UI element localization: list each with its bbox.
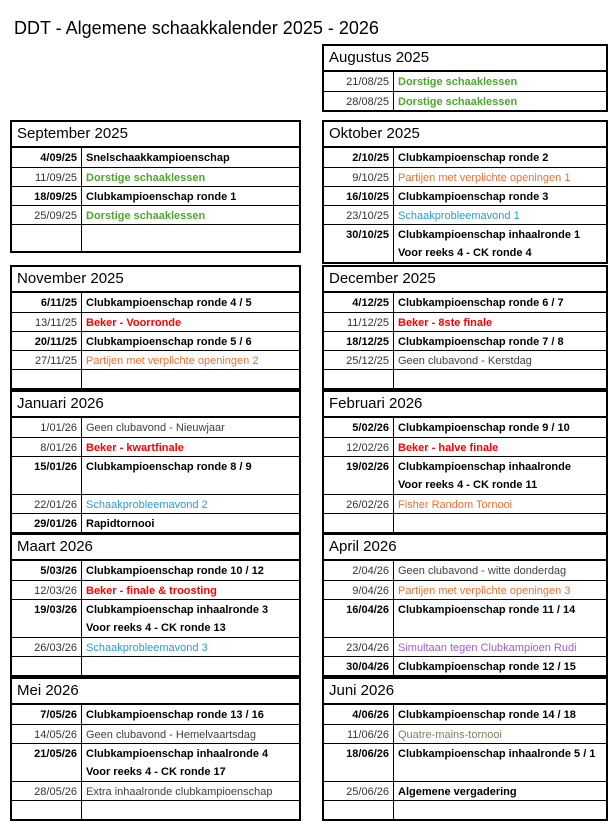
- calendar-row: [324, 743, 606, 781]
- calendar-row: [12, 167, 299, 186]
- calendar-row: [12, 148, 299, 167]
- calendar-row: [12, 513, 299, 532]
- event-cell: [394, 225, 606, 262]
- calendar-row: [324, 513, 606, 532]
- calendar-row: [12, 186, 299, 205]
- calendar-row: [324, 800, 606, 819]
- calendar-row: [324, 599, 606, 637]
- event-label-line2: Voor reeks 4 - CK ronde 4: [398, 247, 532, 259]
- calendar-row: [12, 599, 299, 637]
- event-label: Beker - finale & troosting: [86, 585, 217, 597]
- event-label: Beker - halve finale: [398, 442, 499, 454]
- event-label: Extra inhaalronde clubkampioenschap: [86, 786, 273, 798]
- event-date: 18/09/25: [12, 187, 82, 205]
- month-rows: [12, 293, 299, 388]
- event-label: Partijen met verplichte openingen 2: [86, 355, 259, 367]
- event-date: 9/10/25: [324, 168, 394, 186]
- month-table: [322, 120, 608, 264]
- calendar-row: [12, 456, 299, 494]
- event-cell: [82, 801, 299, 819]
- event-cell: [394, 293, 606, 312]
- calendar-row: [12, 418, 299, 437]
- calendar-row: [12, 312, 299, 331]
- calendar-row: [12, 205, 299, 224]
- event-cell: [394, 801, 606, 819]
- event-cell: [394, 187, 606, 205]
- event-cell: [394, 725, 606, 743]
- event-date: 2/04/26: [324, 561, 394, 580]
- event-label: Clubkampioenschap ronde 8 / 9: [86, 461, 252, 473]
- event-cell: [82, 168, 299, 186]
- calendar-row: [324, 561, 606, 580]
- event-label: Clubkampioenschap ronde 9 / 10: [398, 422, 570, 434]
- event-date: 13/11/25: [12, 313, 82, 331]
- calendar-row: [12, 561, 299, 580]
- event-label: Schaakprobleemavond 1: [398, 210, 520, 222]
- event-date: 23/04/26: [324, 638, 394, 656]
- month-title: December 2025: [324, 267, 606, 293]
- event-date: 20/11/25: [12, 332, 82, 350]
- event-date: 19/03/26: [12, 600, 82, 637]
- event-date: 25/06/26: [324, 782, 394, 800]
- month-title: April 2026: [324, 535, 606, 561]
- event-label: Dorstige schaaklessen: [398, 76, 518, 88]
- month-title: September 2025: [12, 122, 299, 148]
- calendar-row: [324, 580, 606, 599]
- event-cell: [82, 332, 299, 350]
- event-date: 18/12/25: [324, 332, 394, 350]
- event-date: 4/12/25: [324, 293, 394, 312]
- event-cell: [82, 225, 299, 251]
- event-date: 30/10/25: [324, 225, 394, 262]
- event-label: Dorstige schaaklessen: [86, 172, 206, 184]
- event-label: Partijen met verplichte openingen 3: [398, 585, 571, 597]
- calendar-row: [324, 186, 606, 205]
- month-table: [322, 390, 608, 534]
- event-cell: [394, 657, 606, 675]
- event-label-line2: Voor reeks 4 - CK ronde 17: [86, 766, 226, 778]
- event-label: Geen clubavond - Kerstdag: [398, 355, 532, 367]
- event-label: Clubkampioenschap inhaalronde: [398, 461, 571, 473]
- calendar-row: [324, 293, 606, 312]
- event-cell: [82, 370, 299, 388]
- event-label: Clubkampioenschap ronde 12 / 15: [398, 661, 576, 673]
- calendar-row: [324, 167, 606, 186]
- calendar-row: [12, 637, 299, 656]
- month-table: [322, 533, 608, 677]
- event-date: 16/04/26: [324, 600, 394, 637]
- event-cell: [394, 457, 606, 494]
- event-date: 4/09/25: [12, 148, 82, 167]
- month-rows: [324, 561, 606, 675]
- event-label: Fisher Random Tornooi: [398, 499, 513, 511]
- event-date: 30/04/26: [324, 657, 394, 675]
- calendar-row: [12, 705, 299, 724]
- event-cell: [394, 92, 606, 110]
- event-date: [324, 370, 394, 388]
- event-label: Clubkampioenschap inhaalronde 3: [86, 604, 269, 616]
- event-cell: [82, 561, 299, 580]
- month-rows: [12, 418, 299, 532]
- month-table: [322, 44, 608, 112]
- month-title: Oktober 2025: [324, 122, 606, 148]
- event-date: 8/01/26: [12, 438, 82, 456]
- event-cell: [82, 581, 299, 599]
- event-label: Clubkampioenschap inhaalronde 1: [398, 229, 581, 241]
- calendar-row: [324, 456, 606, 494]
- event-cell: [82, 351, 299, 369]
- calendar-row: [324, 781, 606, 800]
- event-label: Schaakprobleemavond 3: [86, 642, 208, 654]
- calendar-row: [324, 637, 606, 656]
- event-date: 23/10/25: [324, 206, 394, 224]
- event-date: 1/01/26: [12, 418, 82, 437]
- event-cell: [394, 370, 606, 388]
- calendar-row: [12, 656, 299, 675]
- event-cell: [82, 457, 299, 494]
- event-cell: [394, 782, 606, 800]
- event-label-line2: Voor reeks 4 - CK ronde 13: [86, 622, 226, 634]
- event-cell: [82, 705, 299, 724]
- event-date: 12/03/26: [12, 581, 82, 599]
- event-date: [12, 370, 82, 388]
- month-rows: [12, 705, 299, 819]
- calendar-row: [324, 350, 606, 369]
- calendar-row: [12, 724, 299, 743]
- event-date: 19/02/26: [324, 457, 394, 494]
- calendar-row: [12, 331, 299, 350]
- event-date: 9/04/26: [324, 581, 394, 599]
- event-date: 21/08/25: [324, 72, 394, 91]
- event-date: 25/09/25: [12, 206, 82, 224]
- month-rows: [324, 293, 606, 388]
- event-date: 4/06/26: [324, 705, 394, 724]
- event-date: 14/05/26: [12, 725, 82, 743]
- calendar-row: [324, 312, 606, 331]
- event-cell: [82, 418, 299, 437]
- event-label: Clubkampioenschap ronde 13 / 16: [86, 709, 264, 721]
- month-title: Augustus 2025: [324, 46, 606, 72]
- event-label: Geen clubavond - witte donderdag: [398, 565, 567, 577]
- event-label: Partijen met verplichte openingen 1: [398, 172, 571, 184]
- event-label: Geen clubavond - Nieuwjaar: [86, 422, 225, 434]
- event-label: Beker - Voorronde: [86, 317, 182, 329]
- month-title: Januari 2026: [12, 392, 299, 418]
- event-date: 28/05/26: [12, 782, 82, 800]
- month-table: [10, 677, 301, 821]
- event-cell: [82, 148, 299, 167]
- event-label: Algemene vergadering: [398, 786, 517, 798]
- event-cell: [82, 187, 299, 205]
- month-rows: [324, 418, 606, 532]
- month-table: [322, 677, 608, 821]
- calendar-row: [12, 293, 299, 312]
- calendar-row: [324, 705, 606, 724]
- calendar-row: [324, 437, 606, 456]
- calendar-row: [324, 724, 606, 743]
- event-label: Rapidtornooi: [86, 518, 155, 530]
- calendar-row: [12, 781, 299, 800]
- event-date: 28/08/25: [324, 92, 394, 110]
- calendar-row: [324, 72, 606, 91]
- month-rows: [12, 561, 299, 675]
- calendar-row: [324, 91, 606, 110]
- month-title: Maart 2026: [12, 535, 299, 561]
- calendar-row: [324, 148, 606, 167]
- event-label-line2: Voor reeks 4 - CK ronde 11: [398, 479, 538, 491]
- event-cell: [394, 705, 606, 724]
- month-title: November 2025: [12, 267, 299, 293]
- event-date: 26/03/26: [12, 638, 82, 656]
- event-cell: [82, 495, 299, 513]
- event-cell: [82, 293, 299, 312]
- event-cell: [394, 438, 606, 456]
- event-date: 18/06/26: [324, 744, 394, 781]
- event-cell: [82, 206, 299, 224]
- calendar-row: [324, 418, 606, 437]
- event-label: Dorstige schaaklessen: [86, 210, 206, 222]
- event-cell: [82, 638, 299, 656]
- calendar-row: [12, 224, 299, 251]
- event-cell: [394, 351, 606, 369]
- event-cell: [82, 725, 299, 743]
- event-date: 12/02/26: [324, 438, 394, 456]
- event-date: 11/09/25: [12, 168, 82, 186]
- event-label: Clubkampioenschap ronde 14 / 18: [398, 709, 576, 721]
- calendar-row: [324, 205, 606, 224]
- event-date: 27/11/25: [12, 351, 82, 369]
- event-date: [12, 801, 82, 819]
- event-date: 29/01/26: [12, 514, 82, 532]
- event-date: 21/05/26: [12, 744, 82, 781]
- event-label: Simultaan tegen Clubkampioen Rudi: [398, 642, 577, 654]
- event-date: 5/03/26: [12, 561, 82, 580]
- event-label: Clubkampioenschap ronde 5 / 6: [86, 336, 252, 348]
- calendar-row: [12, 800, 299, 819]
- event-label: Schaakprobleemavond 2: [86, 499, 208, 511]
- month-table: [10, 390, 301, 534]
- event-label: Snelschaakkampioenschap: [86, 152, 230, 164]
- event-cell: [82, 438, 299, 456]
- event-label: Clubkampioenschap ronde 11 / 14: [398, 604, 576, 616]
- event-cell: [394, 600, 606, 637]
- event-date: [324, 514, 394, 532]
- event-date: 6/11/25: [12, 293, 82, 312]
- event-label: Clubkampioenschap inhaalronde 5 / 1: [398, 748, 596, 760]
- event-date: [12, 657, 82, 675]
- month-title: Februari 2026: [324, 392, 606, 418]
- event-label: Clubkampioenschap ronde 10 / 12: [86, 565, 264, 577]
- event-date: 7/05/26: [12, 705, 82, 724]
- event-cell: [394, 581, 606, 599]
- event-label: Beker - 8ste finale: [398, 317, 493, 329]
- calendar-row: [324, 656, 606, 675]
- event-label: Clubkampioenschap inhaalronde 4: [86, 748, 269, 760]
- calendar-row: [12, 580, 299, 599]
- event-cell: [394, 561, 606, 580]
- event-cell: [394, 206, 606, 224]
- calendar-row: [12, 743, 299, 781]
- event-date: 2/10/25: [324, 148, 394, 167]
- calendar-row: [12, 494, 299, 513]
- event-cell: [82, 514, 299, 532]
- event-cell: [82, 313, 299, 331]
- event-cell: [82, 744, 299, 781]
- month-rows: [324, 705, 606, 819]
- page-title: DDT - Algemene schaakkalender 2025 - 2026: [14, 18, 379, 39]
- event-cell: [394, 168, 606, 186]
- event-label: Clubkampioenschap ronde 7 / 8: [398, 336, 564, 348]
- month-title: Mei 2026: [12, 679, 299, 705]
- month-table: [10, 265, 301, 390]
- event-date: 11/12/25: [324, 313, 394, 331]
- event-date: 22/01/26: [12, 495, 82, 513]
- month-rows: [12, 148, 299, 251]
- event-cell: [394, 148, 606, 167]
- month-table: [322, 265, 608, 390]
- event-cell: [394, 514, 606, 532]
- event-cell: [394, 332, 606, 350]
- event-cell: [394, 313, 606, 331]
- calendar-row: [12, 437, 299, 456]
- calendar-row: [324, 494, 606, 513]
- month-table: [10, 120, 301, 253]
- event-date: 11/06/26: [324, 725, 394, 743]
- event-date: 15/01/26: [12, 457, 82, 494]
- calendar-row: [324, 224, 606, 262]
- calendar-row: [324, 331, 606, 350]
- event-label: Clubkampioenschap ronde 6 / 7: [398, 297, 564, 309]
- calendar-row: [324, 369, 606, 388]
- event-label: Quatre-mains-tornooi: [398, 729, 502, 741]
- event-label: Clubkampioenschap ronde 2: [398, 152, 549, 164]
- event-date: [324, 801, 394, 819]
- event-cell: [82, 600, 299, 637]
- event-date: [12, 225, 82, 251]
- event-date: 25/12/25: [324, 351, 394, 369]
- month-table: [10, 533, 301, 677]
- event-cell: [394, 638, 606, 656]
- event-label: Dorstige schaaklessen: [398, 96, 518, 108]
- event-date: 5/02/26: [324, 418, 394, 437]
- calendar-row: [12, 369, 299, 388]
- month-rows: [324, 72, 606, 110]
- event-label: Clubkampioenschap ronde 1: [86, 191, 237, 203]
- event-label: Clubkampioenschap ronde 3: [398, 191, 549, 203]
- event-cell: [394, 72, 606, 91]
- event-label: Beker - kwartfinale: [86, 442, 184, 454]
- event-label: Clubkampioenschap ronde 4 / 5: [86, 297, 252, 309]
- month-title: Juni 2026: [324, 679, 606, 705]
- event-cell: [394, 495, 606, 513]
- event-cell: [82, 657, 299, 675]
- event-cell: [394, 744, 606, 781]
- event-cell: [394, 418, 606, 437]
- event-label: Geen clubavond - Hemelvaartsdag: [86, 729, 256, 741]
- month-rows: [324, 148, 606, 262]
- event-date: 26/02/26: [324, 495, 394, 513]
- calendar-row: [12, 350, 299, 369]
- event-date: 16/10/25: [324, 187, 394, 205]
- event-cell: [82, 782, 299, 800]
